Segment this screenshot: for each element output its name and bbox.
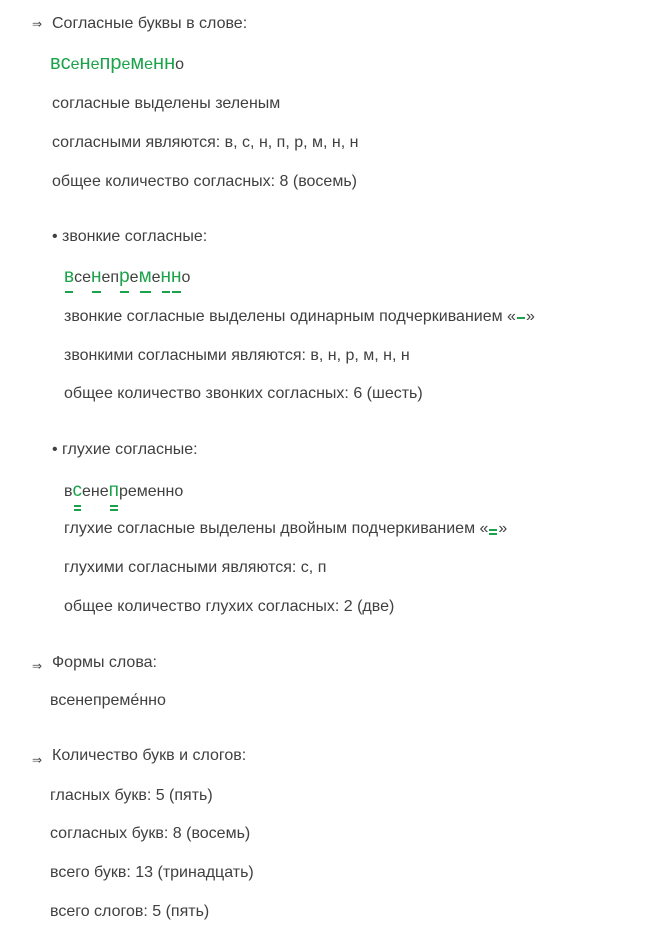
- letter: о: [175, 56, 185, 73]
- voiced-note: [64, 307, 535, 327]
- letter: в: [64, 483, 73, 500]
- letter: с: [60, 52, 71, 74]
- voiceless-note: [64, 519, 507, 539]
- voiced-note-text: звонкие согласные выделены одинарным подчеркиванием «: [64, 308, 516, 325]
- letter: н: [90, 483, 100, 500]
- stats-letters: всего букв: 13 (тринадцать): [50, 864, 254, 881]
- letter: н: [79, 52, 91, 74]
- consonants-heading: Согласные буквы в слове:: [52, 15, 248, 32]
- letter: н: [164, 52, 176, 74]
- voiceless-list: глухими согласными являются: с, п: [64, 559, 327, 576]
- word-voiceless-underlined: [64, 480, 183, 502]
- double-right-arrow-icon: ⇒: [32, 659, 43, 673]
- letter: н: [153, 52, 165, 74]
- voiceless-note-close: »: [498, 520, 508, 537]
- letter: м: [138, 266, 152, 287]
- letter: е: [127, 483, 137, 500]
- stats-heading: Количество букв и слогов:: [52, 747, 247, 764]
- letter: е: [90, 56, 100, 73]
- stats-syllables: всего слогов: 5 (пять): [50, 903, 210, 920]
- letter: е: [99, 483, 109, 500]
- letter: м: [136, 483, 148, 500]
- voiced-note-close: »: [525, 308, 535, 325]
- double-right-arrow-icon: ⇒: [32, 17, 43, 31]
- letter: н: [165, 483, 175, 500]
- letter: р: [118, 483, 128, 500]
- letter: в: [50, 52, 61, 74]
- letter: е: [101, 269, 111, 286]
- word-voiced-underlined: [64, 266, 190, 288]
- consonants-note: согласные выделены зеленым: [52, 95, 281, 112]
- letter: е: [129, 269, 139, 286]
- voiced-count: общее количество звонких согласных: 6 (шесть): [64, 385, 423, 402]
- stats-consonants: согласных букв: 8 (восемь): [50, 825, 251, 842]
- voiced-heading: • звонкие согласные:: [52, 228, 208, 245]
- letter: п: [99, 52, 111, 74]
- letter: о: [174, 483, 184, 500]
- letter: е: [147, 483, 157, 500]
- word-consonants-highlighted: [50, 52, 184, 75]
- letter: е: [82, 269, 91, 286]
- letter: о: [181, 269, 191, 286]
- letter: р: [110, 52, 122, 74]
- letter: м: [130, 52, 145, 74]
- letter: е: [82, 483, 91, 500]
- letter: п: [108, 480, 119, 501]
- forms-heading: Формы слова:: [52, 654, 157, 671]
- stats-vowels: гласных букв: 5 (пять): [50, 787, 213, 804]
- voiceless-heading: • глухие согласные:: [52, 441, 198, 458]
- consonants-list: согласными являются: в, с, н, п, р, м, н, н: [52, 134, 359, 151]
- letter: с: [72, 480, 82, 501]
- voiceless-count: общее количество глухих согласных: 2 (две): [64, 598, 395, 615]
- letter: н: [91, 266, 102, 287]
- letter: с: [74, 269, 83, 286]
- letter: е: [144, 56, 154, 73]
- double-right-arrow-icon: ⇒: [32, 753, 43, 767]
- letter: в: [64, 266, 75, 287]
- letter: п: [110, 269, 120, 286]
- letter: р: [119, 266, 130, 287]
- letter: е: [151, 269, 161, 286]
- letter: е: [121, 56, 131, 73]
- letter: н: [171, 266, 182, 287]
- voiced-list: звонкими согласными являются: в, н, р, м, н, н: [64, 347, 410, 364]
- letter: н: [160, 266, 172, 287]
- letter: н: [156, 483, 166, 500]
- voiceless-note-text: глухие согласные выделены двойным подчеркиванием «: [64, 520, 489, 537]
- consonants-count: общее количество согласных: 8 (восемь): [52, 173, 357, 190]
- forms-value: всенепреме́нно: [50, 692, 166, 709]
- letter: е: [70, 56, 80, 73]
